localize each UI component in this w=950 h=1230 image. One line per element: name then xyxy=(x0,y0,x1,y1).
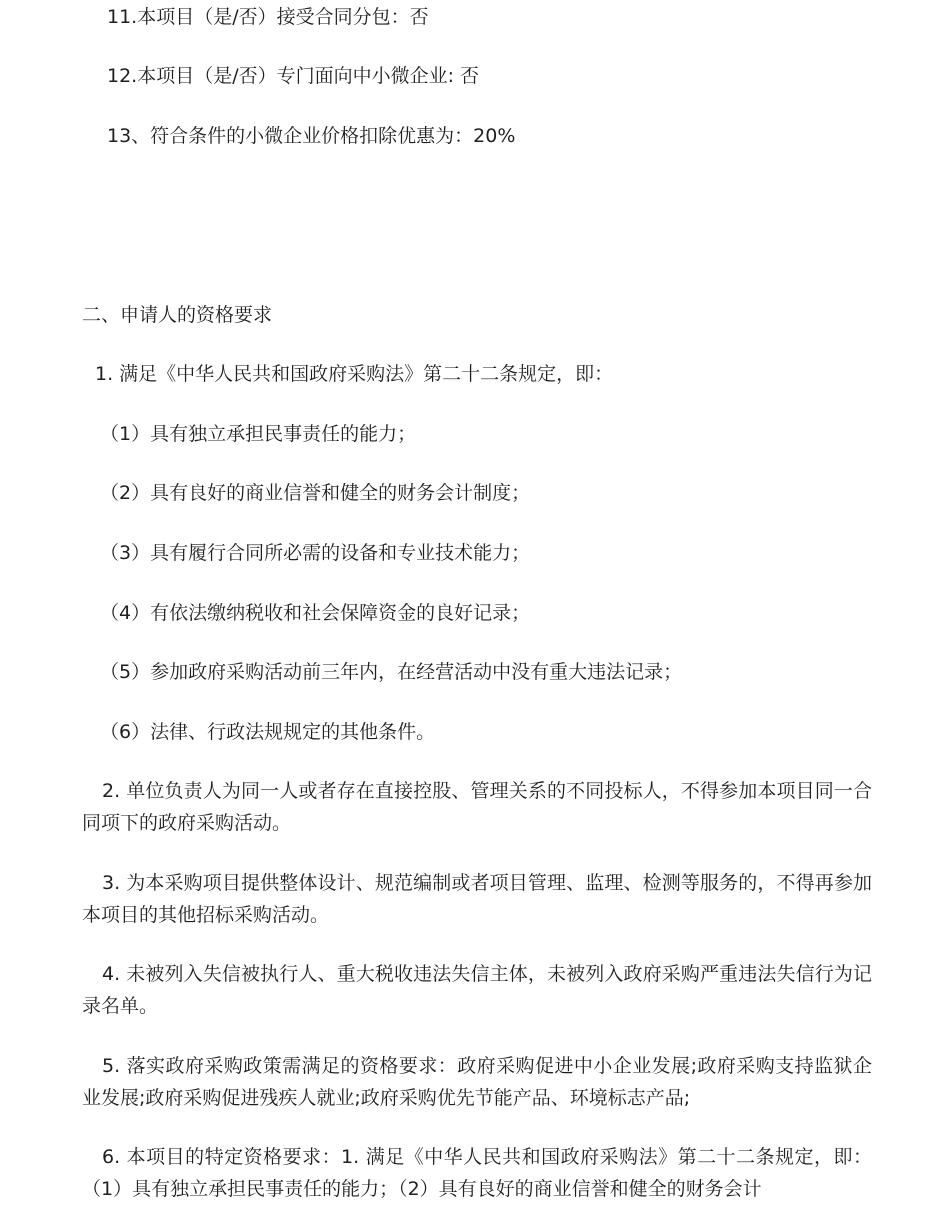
sub-item-3: （3）具有履行合同所必需的设备和专业技术能力； xyxy=(100,542,531,564)
requirement-item-6: 6. 本项目的特定资格要求：1. 满足《中华人民共和国政府采购法》第二十二条规定，即：（1）具有独立承担民事责任的能力；（2）具有良好的商业信誉和健全的财务会计 xyxy=(82,1146,872,1200)
requirement-item-2: 2. 单位负责人为同一人或者存在直接控股、管理关系的不同投标人，不得参加本项目同一合同项下的政府采购活动。 xyxy=(82,780,872,834)
requirement-item-5: 5. 落实政府采购政策需满足的资格要求：政府采购促进中小企业发展;政府采购支持监狱企业发展;政府采购促进残疾人就业;政府采购优先节能产品、环境标志产品; xyxy=(82,1055,872,1109)
requirement-item-4: 4. 未被列入失信被执行人、重大税收违法失信主体，未被列入政府采购严重违法失信行为记录名单。 xyxy=(82,963,872,1017)
requirement-item-3: 3. 为本采购项目提供整体设计、规范编制或者项目管理、监理、检测等服务的，不得再参加本项目的其他招标采购活动。 xyxy=(82,872,872,926)
sub-item-4: （4）有依法缴纳税收和社会保障资金的良好记录； xyxy=(100,602,531,624)
top-item-13: 13、符合条件的小微企业价格扣除优惠为：20% xyxy=(107,125,516,147)
top-item-12: 12.本项目（是/否）专门面向中小微企业: 否 xyxy=(107,65,480,87)
sub-item-2: （2）具有良好的商业信誉和健全的财务会计制度； xyxy=(100,482,531,504)
sub-item-5: （5）参加政府采购活动前三年内，在经营活动中没有重大违法记录； xyxy=(100,661,683,683)
sub-item-1: （1）具有独立承担民事责任的能力； xyxy=(100,423,417,445)
requirement-item-1: 1. 满足《中华人民共和国政府采购法》第二十二条规定，即： xyxy=(95,363,614,385)
top-item-11: 11.本项目（是/否）接受合同分包：否 xyxy=(107,6,429,28)
section-heading: 二、申请人的资格要求 xyxy=(82,304,273,326)
sub-item-6: （6）法律、行政法规规定的其他条件。 xyxy=(100,721,436,743)
